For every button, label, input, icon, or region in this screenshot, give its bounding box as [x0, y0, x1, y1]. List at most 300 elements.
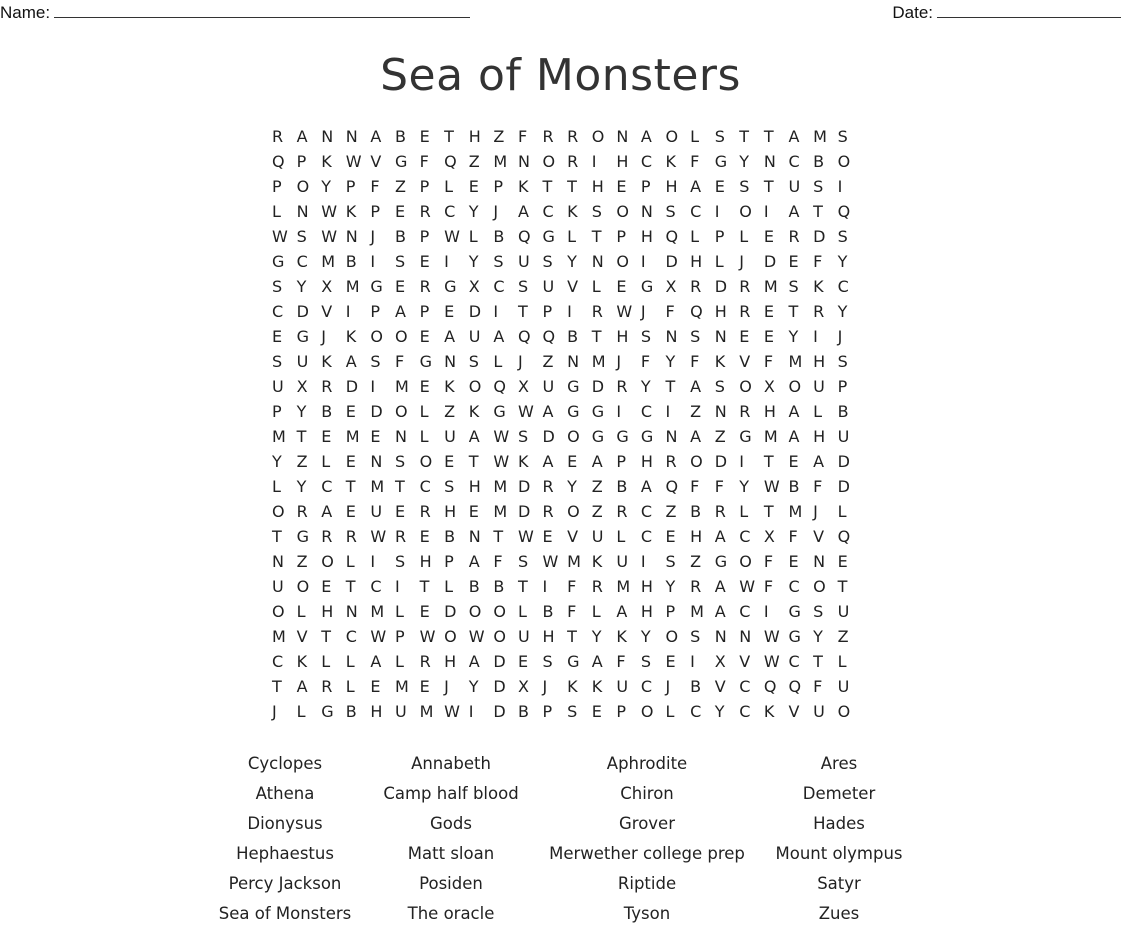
grid-letter: E	[788, 452, 799, 471]
grid-letter: S	[542, 252, 553, 271]
grid-letter: T	[272, 677, 282, 696]
grid-letter: U	[542, 377, 555, 396]
grid-row	[272, 151, 862, 176]
grid-letter: P	[419, 302, 430, 321]
grid-letter: T	[321, 627, 331, 646]
grid-letter: G	[714, 152, 728, 171]
grid-letter: F	[517, 127, 528, 146]
grid-letter: S	[370, 352, 381, 371]
grid-letter: A	[493, 327, 505, 346]
grid-letter: A	[370, 127, 382, 146]
grid-letter: O	[493, 602, 506, 621]
grid-letter: K	[321, 352, 332, 371]
grid-letter: H	[813, 427, 826, 446]
grid-letter: E	[370, 677, 381, 696]
grid-letter: L	[739, 502, 749, 521]
grid-letter: T	[665, 377, 676, 396]
grid-letter: A	[444, 327, 456, 346]
grid-letter: Q	[444, 152, 457, 171]
grid-letter: E	[419, 677, 430, 696]
grid-letter: N	[813, 552, 826, 571]
grid-letter: Y	[714, 702, 725, 721]
word-row	[0, 841, 1121, 871]
grid-letter: M	[690, 602, 704, 621]
grid-letter: R	[296, 502, 308, 521]
grid-letter: S	[517, 552, 529, 571]
word-row	[0, 811, 1121, 841]
grid-letter: H	[690, 527, 703, 546]
grid-letter: Y	[296, 477, 307, 496]
grid-letter: R	[321, 377, 333, 396]
grid-letter: J	[272, 702, 277, 721]
grid-letter: A	[690, 377, 702, 396]
grid-letter: J	[837, 327, 843, 346]
grid-letter: L	[419, 402, 429, 421]
grid-letter: G	[394, 152, 408, 171]
grid-letter: G	[739, 427, 752, 446]
grid-letter: A	[394, 302, 406, 321]
word-item: Zues	[818, 904, 860, 923]
grid-letter: E	[468, 177, 479, 196]
date-blank-line	[937, 4, 1121, 18]
grid-letter: T	[763, 502, 774, 521]
grid-letter: D	[468, 302, 482, 321]
grid-letter: U	[616, 677, 629, 696]
grid-letter: X	[517, 377, 529, 396]
grid-letter: B	[345, 252, 357, 271]
grid-letter: O	[444, 627, 457, 646]
grid-letter: A	[345, 352, 357, 371]
grid-letter: S	[640, 327, 652, 346]
grid-letter: L	[272, 477, 281, 496]
grid-letter: E	[788, 252, 799, 271]
grid-letter: C	[739, 702, 751, 721]
grid-letter: F	[493, 552, 503, 571]
grid-letter: E	[739, 327, 750, 346]
grid-letter: R	[739, 277, 751, 296]
grid-letter: L	[444, 577, 454, 596]
grid-letter: M	[370, 602, 385, 621]
grid-letter: T	[468, 452, 479, 471]
grid-letter: O	[837, 152, 851, 171]
grid-letter: T	[813, 652, 823, 671]
grid-letter: F	[370, 177, 380, 196]
grid-letter: X	[665, 277, 677, 296]
grid-letter: Y	[739, 152, 750, 171]
grid-letter: U	[591, 527, 604, 546]
grid-letter: I	[591, 152, 597, 171]
grid-letter: C	[493, 277, 505, 296]
grid-letter: O	[739, 377, 752, 396]
grid-letter: S	[394, 552, 406, 571]
grid-letter: U	[837, 602, 850, 621]
grid-letter: I	[763, 602, 769, 621]
grid-letter: U	[272, 377, 284, 396]
grid-letter: W	[616, 302, 633, 321]
grid-letter: I	[468, 702, 474, 721]
grid-letter: B	[837, 402, 849, 421]
grid-letter: P	[542, 302, 553, 321]
grid-letter: L	[493, 352, 503, 371]
grid-letter: O	[272, 502, 285, 521]
grid-letter: A	[468, 552, 480, 571]
grid-letter: E	[419, 252, 430, 271]
grid-letter: T	[763, 177, 774, 196]
grid-letter: W	[444, 227, 460, 246]
grid-letter: W	[444, 702, 460, 721]
grid-letter: A	[468, 427, 480, 446]
grid-letter: Z	[542, 352, 554, 371]
grid-letter: Y	[296, 277, 307, 296]
grid-letter: F	[788, 527, 798, 546]
grid-letter: J	[444, 677, 449, 696]
grid-letter: T	[296, 427, 307, 446]
grid-letter: H	[763, 402, 776, 421]
grid-letter: Z	[468, 152, 480, 171]
grid-letter: J	[493, 202, 499, 221]
grid-row	[272, 526, 862, 551]
grid-letter: E	[788, 552, 799, 571]
grid-letter: V	[739, 352, 751, 371]
grid-letter: E	[419, 527, 430, 546]
grid-letter: O	[493, 627, 506, 646]
grid-letter: R	[788, 227, 800, 246]
grid-letter: D	[370, 402, 383, 421]
grid-letter: P	[616, 452, 626, 471]
grid-letter: Y	[640, 627, 651, 646]
grid-letter: C	[419, 477, 431, 496]
grid-letter: F	[714, 477, 724, 496]
grid-letter: H	[419, 552, 432, 571]
grid-letter: Z	[690, 552, 702, 571]
grid-letter: G	[542, 227, 555, 246]
grid-letter: E	[616, 277, 627, 296]
date-label: Date:	[892, 3, 933, 22]
grid-letter: N	[640, 202, 653, 221]
grid-letter: L	[616, 527, 626, 546]
grid-letter: F	[763, 352, 774, 371]
grid-letter: A	[788, 427, 800, 446]
grid-row	[272, 276, 862, 301]
grid-letter: W	[370, 627, 387, 646]
grid-letter: O	[665, 127, 679, 146]
grid-letter: E	[419, 377, 430, 396]
grid-letter: U	[542, 277, 555, 296]
grid-letter: H	[690, 252, 703, 271]
grid-letter: K	[296, 652, 308, 671]
grid-row	[272, 651, 862, 676]
grid-letter: F	[813, 252, 823, 271]
grid-letter: U	[813, 377, 825, 396]
grid-letter: K	[345, 327, 357, 346]
grid-letter: E	[567, 452, 578, 471]
grid-letter: C	[739, 602, 751, 621]
grid-letter: I	[690, 652, 695, 671]
grid-letter: L	[272, 202, 281, 221]
grid-letter: F	[616, 652, 626, 671]
grid-row	[272, 376, 862, 401]
word-item: Athena	[255, 784, 315, 803]
grid-letter: C	[272, 302, 284, 321]
grid-letter: C	[370, 577, 382, 596]
grid-letter: E	[321, 577, 332, 596]
grid-letter: W	[517, 402, 534, 421]
grid-letter: N	[714, 327, 727, 346]
grid-row	[272, 676, 862, 701]
grid-letter: H	[616, 327, 629, 346]
grid-letter: S	[788, 277, 799, 296]
grid-letter: N	[444, 352, 457, 371]
grid-letter: Q	[665, 227, 679, 246]
grid-letter: D	[517, 502, 531, 521]
grid-letter: Z	[837, 627, 849, 646]
grid-letter: T	[739, 127, 750, 146]
grid-letter: H	[714, 302, 727, 321]
grid-letter: Q	[542, 327, 556, 346]
grid-letter: R	[394, 527, 407, 546]
grid-letter: S	[714, 127, 725, 146]
grid-letter: Q	[837, 527, 851, 546]
grid-letter: V	[296, 627, 308, 646]
grid-letter: M	[763, 277, 778, 296]
grid-letter: S	[468, 352, 479, 371]
grid-letter: Z	[591, 502, 603, 521]
grid-letter: E	[542, 527, 553, 546]
grid-letter: O	[370, 327, 383, 346]
word-item: Riptide	[617, 874, 677, 893]
grid-letter: S	[837, 127, 848, 146]
grid-letter: B	[616, 477, 628, 496]
grid-letter: P	[616, 702, 626, 721]
grid-letter: I	[567, 302, 572, 321]
grid-letter: A	[296, 677, 308, 696]
grid-letter: M	[321, 252, 335, 271]
grid-letter: P	[394, 627, 405, 646]
grid-letter: G	[493, 402, 506, 421]
grid-letter: S	[665, 202, 676, 221]
grid-letter: L	[591, 602, 601, 621]
grid-letter: J	[665, 677, 671, 696]
grid-letter: D	[542, 427, 555, 446]
grid-row	[272, 201, 862, 226]
grid-letter: O	[616, 202, 629, 221]
grid-letter: C	[837, 277, 849, 296]
grid-letter: R	[591, 302, 603, 321]
grid-letter: O	[837, 702, 851, 721]
grid-letter: O	[394, 402, 408, 421]
grid-letter: O	[419, 452, 433, 471]
grid-letter: D	[837, 477, 850, 496]
grid-letter: A	[690, 427, 702, 446]
grid-letter: M	[567, 552, 581, 571]
grid-letter: G	[591, 402, 605, 421]
grid-letter: I	[370, 552, 376, 571]
grid-letter: U	[394, 702, 407, 721]
grid-letter: U	[296, 352, 309, 371]
grid-letter: I	[763, 202, 769, 221]
grid-letter: T	[763, 452, 774, 471]
grid-letter: F	[567, 577, 577, 596]
grid-row	[272, 501, 862, 526]
grid-letter: T	[493, 527, 504, 546]
grid-letter: W	[272, 227, 288, 246]
word-item: Hephaestus	[236, 844, 334, 863]
grid-letter: M	[272, 627, 286, 646]
grid-letter: G	[321, 702, 334, 721]
grid-letter: T	[517, 577, 528, 596]
word-item: Sea of Monsters	[218, 904, 352, 923]
grid-letter: R	[419, 652, 431, 671]
grid-letter: T	[394, 477, 405, 496]
grid-letter: H	[640, 577, 653, 596]
word-item: Satyr	[817, 874, 861, 893]
grid-letter: Q	[665, 477, 679, 496]
grid-letter: S	[640, 652, 652, 671]
grid-letter: Y	[468, 252, 479, 271]
grid-letter: M	[616, 577, 631, 596]
word-item: Camp half blood	[383, 784, 519, 803]
grid-letter: B	[788, 477, 800, 496]
grid-letter: D	[345, 377, 359, 396]
grid-letter: H	[542, 627, 555, 646]
grid-letter: V	[739, 652, 751, 671]
word-item: Merwether college prep	[549, 844, 745, 863]
grid-letter: M	[272, 427, 286, 446]
grid-letter: S	[690, 627, 701, 646]
grid-letter: F	[665, 302, 675, 321]
date-field	[892, 3, 1121, 23]
grid-letter: P	[345, 177, 356, 196]
grid-letter: K	[714, 352, 726, 371]
grid-letter: Q	[493, 377, 506, 396]
grid-letter: E	[517, 652, 529, 671]
grid-letter: L	[517, 602, 527, 621]
grid-letter: B	[813, 152, 825, 171]
grid-letter: B	[444, 527, 456, 546]
grid-letter: C	[444, 202, 456, 221]
grid-letter: I	[640, 252, 646, 271]
name-label: Name:	[0, 3, 51, 22]
grid-letter: Z	[690, 402, 702, 421]
grid-letter: M	[788, 352, 803, 371]
grid-letter: S	[444, 477, 455, 496]
grid-letter: W	[493, 427, 510, 446]
grid-letter: E	[345, 402, 356, 421]
grid-letter: U	[616, 552, 629, 571]
grid-letter: D	[813, 227, 826, 246]
grid-letter: N	[591, 252, 604, 271]
grid-letter: F	[690, 477, 700, 496]
grid-letter: M	[345, 427, 360, 446]
grid-letter: H	[616, 152, 629, 171]
grid-letter: E	[665, 527, 676, 546]
grid-letter: N	[394, 427, 407, 446]
grid-letter: I	[813, 327, 818, 346]
grid-letter: T	[517, 302, 528, 321]
grid-letter: D	[493, 702, 506, 721]
grid-letter: K	[468, 402, 480, 421]
grid-letter: Y	[837, 252, 848, 271]
grid-letter: H	[640, 227, 653, 246]
grid-letter: P	[665, 602, 676, 621]
grid-letter: E	[763, 327, 774, 346]
grid-letter: Y	[739, 477, 750, 496]
grid-row	[272, 401, 862, 426]
grid-letter: Y	[640, 377, 651, 396]
grid-letter: A	[714, 602, 726, 621]
grid-letter: D	[444, 602, 457, 621]
grid-letter: W	[321, 202, 338, 221]
grid-letter: E	[394, 502, 406, 521]
grid-letter: W	[517, 527, 534, 546]
grid-letter: X	[763, 527, 775, 546]
grid-letter: B	[394, 227, 406, 246]
grid-letter: N	[321, 127, 334, 146]
grid-row	[272, 601, 862, 626]
word-row	[0, 751, 1121, 781]
grid-letter: O	[321, 552, 334, 571]
grid-row	[272, 126, 862, 151]
grid-letter: X	[321, 277, 333, 296]
grid-letter: E	[394, 277, 406, 296]
grid-letter: N	[665, 427, 678, 446]
grid-letter: S	[517, 277, 529, 296]
grid-letter: S	[714, 377, 725, 396]
grid-letter: M	[493, 502, 508, 521]
grid-letter: N	[468, 527, 481, 546]
grid-letter: F	[690, 152, 700, 171]
grid-letter: S	[690, 327, 701, 346]
grid-letter: L	[739, 227, 749, 246]
grid-letter: C	[345, 627, 357, 646]
grid-row	[272, 576, 862, 601]
grid-letter: B	[690, 502, 702, 521]
grid-letter: E	[321, 427, 332, 446]
grid-letter: K	[567, 202, 578, 221]
grid-letter: B	[493, 227, 505, 246]
word-item: Tyson	[623, 904, 671, 923]
grid-letter: P	[370, 202, 381, 221]
grid-letter: S	[517, 427, 529, 446]
grid-letter: Z	[591, 477, 603, 496]
word-item: Grover	[618, 814, 676, 833]
grid-letter: E	[345, 502, 356, 521]
grid-letter: W	[493, 452, 510, 471]
grid-letter: S	[394, 452, 406, 471]
grid-letter: D	[763, 252, 777, 271]
word-item: Hades	[813, 814, 865, 833]
grid-letter: Y	[567, 477, 577, 496]
grid-letter: R	[813, 302, 825, 321]
grid-letter: H	[665, 177, 678, 196]
grid-letter: T	[444, 127, 454, 146]
grid-letter: G	[567, 402, 580, 421]
grid-letter: H	[444, 502, 457, 521]
grid-letter: T	[345, 477, 356, 496]
grid-letter: W	[763, 652, 780, 671]
grid-letter: I	[493, 302, 499, 321]
grid-letter: A	[370, 652, 382, 671]
grid-letter: J	[813, 502, 818, 521]
grid-letter: V	[788, 702, 800, 721]
grid-letter: I	[370, 377, 376, 396]
grid-letter: B	[690, 677, 702, 696]
grid-letter: A	[690, 177, 702, 196]
grid-letter: X	[763, 377, 775, 396]
grid-letter: L	[419, 427, 429, 446]
grid-letter: V	[370, 152, 382, 171]
grid-letter: G	[419, 352, 432, 371]
